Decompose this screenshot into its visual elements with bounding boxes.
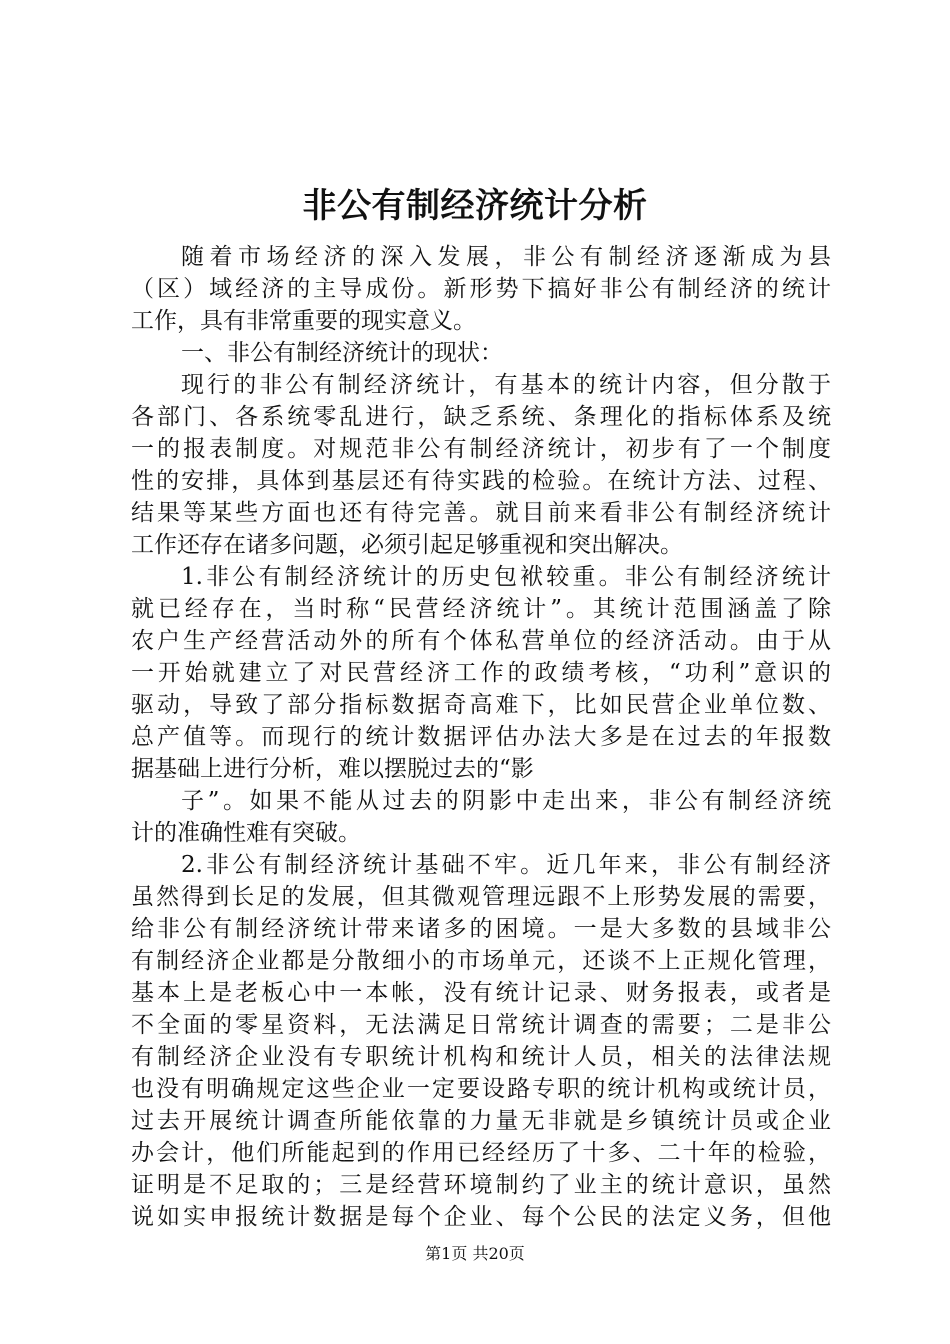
text-line: 基本上是老板心中一本帐，没有统计记录、财务报表，或者是 (131, 980, 831, 1006)
text-line: 驱动，导致了部分指标数据奇高难下，比如民营企业单位数、 (131, 692, 831, 718)
text-line: 计的准确性难有突破。 (131, 820, 361, 846)
text-line: 给非公有制经济统计带来诸多的困境。一是大多数的县域非公 (131, 916, 831, 942)
text-line: 有制经济企业没有专职统计机构和统计人员，相关的法律法规 (131, 1044, 831, 1070)
text-line: 各部门、各系统零乱进行，缺乏系统、条理化的指标体系及统 (131, 404, 831, 430)
text-line: 农户生产经营活动外的所有个体私营单位的经济活动。由于从 (131, 628, 831, 654)
text-line: 2.非公有制经济统计基础不牢。近几年来，非公有制经济 (181, 852, 831, 878)
text-line: 据基础上进行分析，难以摆脱过去的“影 (131, 756, 534, 782)
text-line: 说如实申报统计数据是每个企业、每个公民的法定义务，但他 (131, 1204, 831, 1230)
text-line: 工作还存在诸多问题，必须引起足够重视和突出解决。 (131, 532, 683, 558)
text-line: 总产值等。而现行的统计数据评估办法大多是在过去的年报数 (131, 724, 831, 750)
document-title: 非公有制经济统计分析 (302, 186, 648, 226)
page-footer: 第1页 共20页 (425, 1244, 525, 1263)
text-line: 1.非公有制经济统计的历史包袱较重。非公有制经济统计 (181, 564, 831, 590)
text-line: 结果等某些方面也还有待完善。就目前来看非公有制经济统计 (131, 500, 831, 526)
text-line: 性的安排，具体到基层还有待实践的检验。在统计方法、过程、 (131, 468, 831, 494)
text-line: 虽然得到长足的发展，但其微观管理远跟不上形势发展的需要， (131, 884, 831, 910)
text-line: 不全面的零星资料，无法满足日常统计调查的需要；二是非公 (131, 1012, 831, 1038)
text-line: 一的报表制度。对规范非公有制经济统计，初步有了一个制度 (131, 436, 831, 462)
text-line: 一开始就建立了对民营经济工作的政绩考核，“功利”意识的 (131, 660, 831, 686)
text-line: （区）域经济的主导成份。新形势下搞好非公有制经济的统计 (131, 276, 831, 302)
text-line: 也没有明确规定这些企业一定要设路专职的统计机构或统计员， (131, 1076, 831, 1102)
text-line: 随着市场经济的深入发展，非公有制经济逐渐成为县 (181, 244, 831, 270)
text-line: 一、非公有制经济统计的现状： (181, 340, 503, 366)
text-line: 子”。如果不能从过去的阴影中走出来，非公有制经济统 (181, 788, 831, 814)
text-line: 就已经存在，当时称“民营经济统计”。其统计范围涵盖了除 (131, 596, 831, 622)
text-line: 过去开展统计调查所能依靠的力量无非就是乡镇统计员或企业 (131, 1108, 831, 1134)
text-line: 证明是不足取的；三是经营环境制约了业主的统计意识，虽然 (131, 1172, 831, 1198)
document-body (131, 241, 831, 1233)
text-line: 办会计，他们所能起到的作用已经经历了十多、二十年的检验， (131, 1140, 831, 1166)
text-line: 有制经济企业都是分散细小的市场单元，还谈不上正规化管理， (131, 948, 831, 974)
text-line: 现行的非公有制经济统计，有基本的统计内容，但分散于 (181, 372, 831, 398)
text-line: 工作，具有非常重要的现实意义。 (131, 308, 476, 334)
